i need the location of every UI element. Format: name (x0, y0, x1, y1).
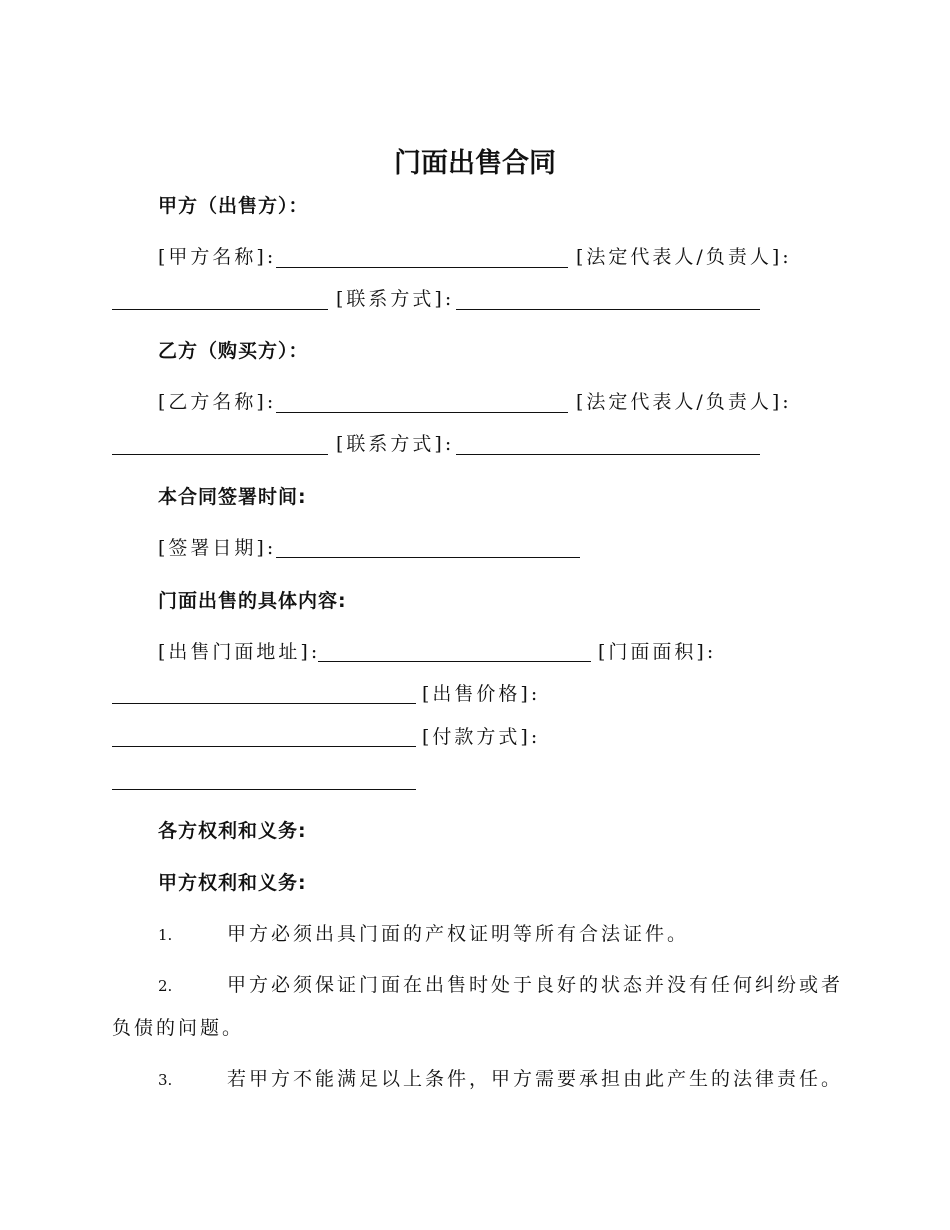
party-a-contact-blank[interactable] (456, 309, 760, 310)
address-blank[interactable] (318, 661, 591, 662)
party-b-rep-blank[interactable] (112, 454, 328, 455)
signing-date-blank[interactable] (276, 557, 580, 558)
party-b-name-blank[interactable] (276, 412, 568, 413)
list-item-text: 甲方必须出具门面的产权证明等所有合法证件。 (227, 923, 690, 945)
address-label: [出售门面地址]: (158, 641, 321, 663)
signing-date-label: [签署日期]: (158, 537, 277, 559)
document-title: 门面出售合同 (394, 148, 556, 179)
payment-blank[interactable] (112, 789, 416, 790)
area-blank[interactable] (112, 703, 416, 704)
party-a-contact-label: [联系方式]: (336, 288, 455, 310)
area-label: [门面面积]: (598, 641, 717, 663)
price-label: [出售价格]: (422, 683, 541, 705)
list-item-text-continuation: 负债的问题。 (112, 1017, 245, 1039)
party-a-heading: 甲方（出售方）： (158, 195, 309, 217)
party-a-rights-heading: 甲方权利和义务: (158, 872, 307, 894)
list-item-text: 若甲方不能满足以上条件，甲方需要承担由此产生的法律责任。 (227, 1068, 844, 1090)
party-a-name-label: [甲方名称]: (158, 246, 277, 268)
party-a-rep-label: [法定代表人/负责人]: (576, 246, 792, 268)
party-b-contact-blank[interactable] (456, 454, 760, 455)
party-a-rep-blank[interactable] (112, 309, 328, 310)
list-item-number: 1. (158, 926, 173, 944)
party-b-heading: 乙方（购买方）： (158, 340, 309, 362)
signing-heading: 本合同签署时间: (158, 486, 307, 508)
party-b-rep-label: [法定代表人/负责人]: (576, 391, 792, 413)
list-item-number: 2. (158, 977, 173, 995)
party-a-name-blank[interactable] (276, 267, 568, 268)
party-b-name-label: [乙方名称]: (158, 391, 277, 413)
rights-heading: 各方权利和义务: (158, 820, 307, 842)
list-item-text: 甲方必须保证门面在出售时处于良好的状态并没有任何纠纷或者 (227, 974, 844, 996)
payment-label: [付款方式]: (422, 726, 541, 748)
party-b-contact-label: [联系方式]: (336, 433, 455, 455)
price-blank[interactable] (112, 746, 416, 747)
list-item-number: 3. (158, 1071, 173, 1089)
content-heading: 门面出售的具体内容: (158, 590, 347, 612)
